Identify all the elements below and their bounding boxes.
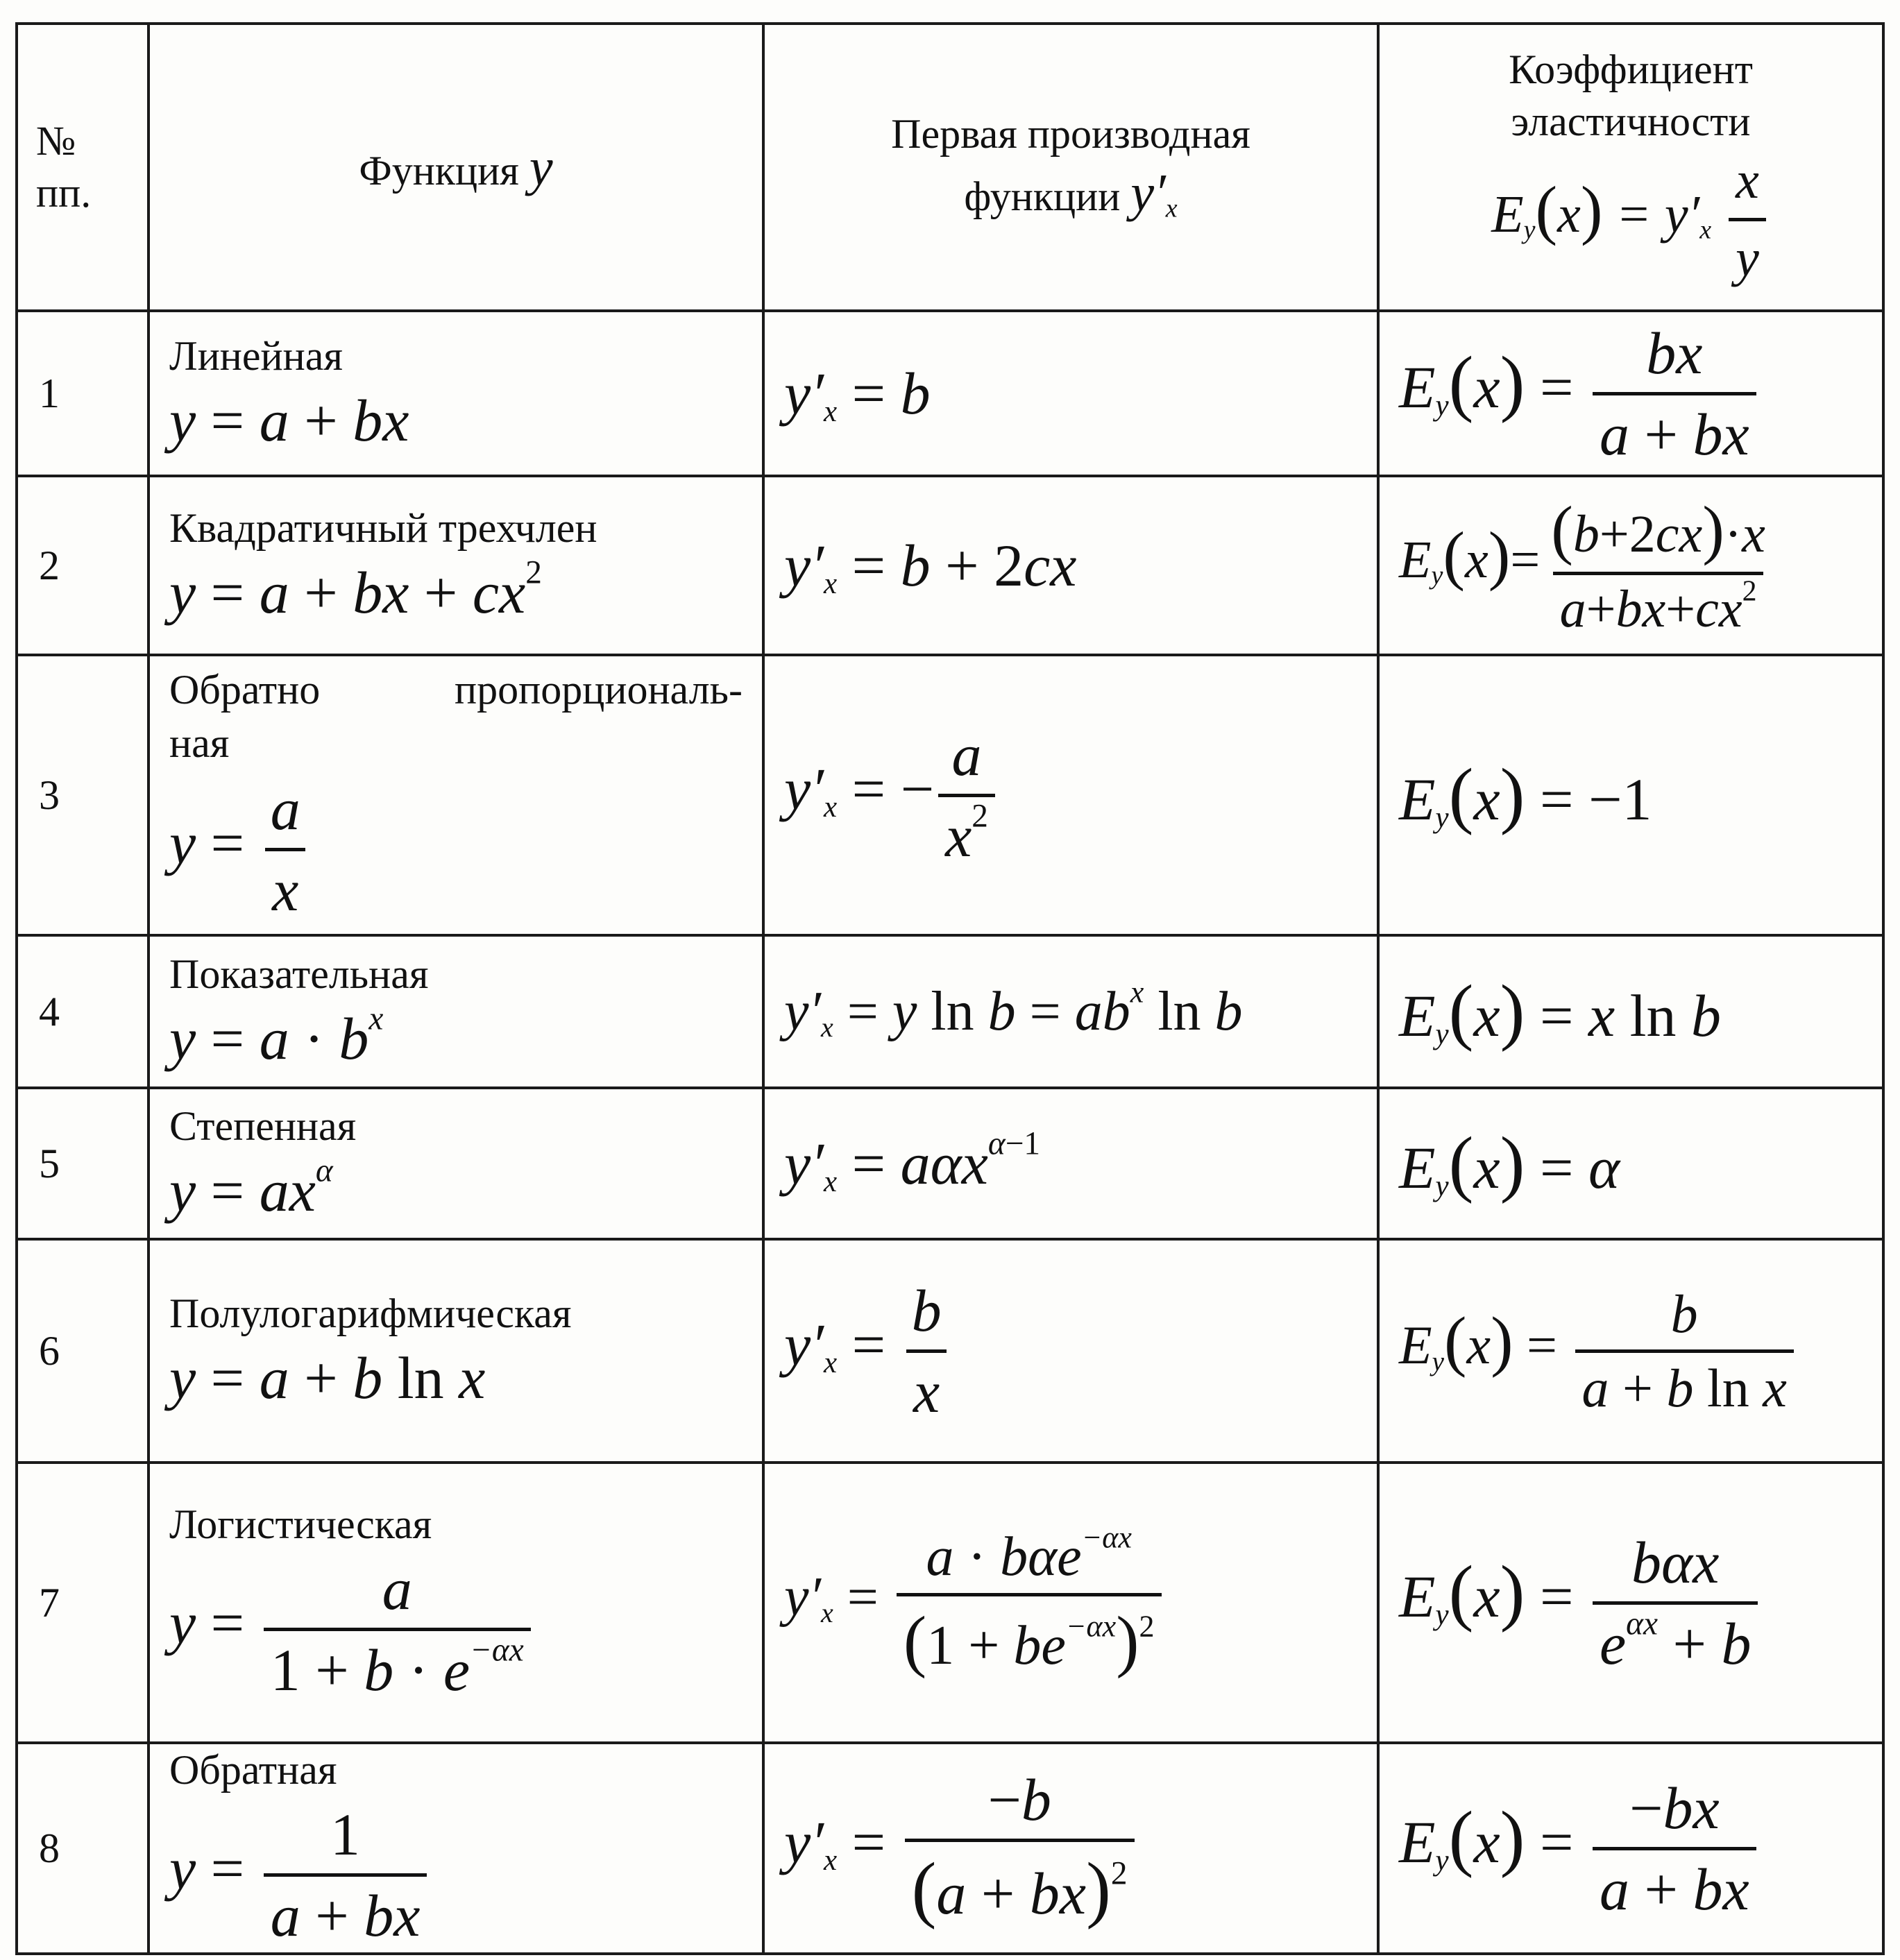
row-num: 8 bbox=[17, 1743, 149, 1954]
elasticity-formula: $E_y(x) = -1$ bbox=[1399, 753, 1652, 836]
elasticity-cell bbox=[1378, 1743, 1883, 1954]
function-cell bbox=[149, 476, 763, 655]
derivative-formula: $y'_x = y$ $\ln b = ab^x$ ln b bbox=[784, 974, 1243, 1043]
function-formula: y = a + bx bbox=[169, 386, 409, 454]
row-num: 2 bbox=[17, 476, 149, 655]
row-num: 6 bbox=[17, 1239, 149, 1463]
elasticity-formula: $E_y(x) = \alpha$ bbox=[1399, 1122, 1620, 1204]
function-formula: y = $\frac{a}{x}$ bbox=[169, 810, 312, 876]
function-cell bbox=[149, 1088, 763, 1239]
derivative-formula: $y'_x$ = $\frac{a \cdot b\alpha e^{-\alpha x}}{(1 + be^{-\alpha x})^2}$ bbox=[784, 1567, 1166, 1628]
header-function-label: Функция bbox=[359, 147, 519, 194]
derivative-formula: $y'_x$ = $\frac{b}{x}$ bbox=[784, 1311, 953, 1378]
table-row bbox=[17, 1743, 1883, 1954]
elasticity-cell bbox=[1378, 1463, 1883, 1743]
elasticity-cell bbox=[1378, 1239, 1883, 1463]
function-formula: $y = ax^\alpha$ bbox=[169, 1152, 333, 1224]
derivative-cell bbox=[763, 1088, 1378, 1239]
row-num: 5 bbox=[17, 1088, 149, 1239]
function-name: Линейная bbox=[169, 332, 343, 379]
function-cell bbox=[149, 311, 763, 476]
row-num: 7 bbox=[17, 1463, 149, 1743]
elasticity-cell bbox=[1378, 1088, 1883, 1239]
row-num: 1 bbox=[17, 311, 149, 476]
derivative-cell bbox=[763, 1463, 1378, 1743]
elasticity-cell bbox=[1378, 476, 1883, 655]
table-row bbox=[17, 311, 1883, 476]
header-elasticity-line1: Коэффициент bbox=[1509, 46, 1753, 92]
header-function-var: y bbox=[529, 137, 553, 196]
header-derivative-line2: функции $y'_x$ bbox=[964, 164, 1178, 223]
elasticity-formula: $E_y(x)=$ $\frac{(b+2cx)\cdot x}{a+bx+cx^2}$ bbox=[1399, 493, 1765, 638]
table-row bbox=[17, 1239, 1883, 1463]
table-header-row bbox=[17, 24, 1883, 311]
derivative-cell bbox=[763, 1239, 1378, 1463]
table-row bbox=[17, 655, 1883, 935]
elasticity-formula: $E_y(x)$ = $\frac{b}{\text{a + b ln x}}$ bbox=[1399, 1315, 1798, 1375]
elasticity-formula: $E_y(x)$ = $\frac{\text{bαx}}{e^{\alpha x} + b}$ bbox=[1399, 1563, 1762, 1630]
header-function bbox=[149, 24, 763, 311]
function-name: Обратная bbox=[169, 1747, 337, 1793]
derivative-cell bbox=[763, 655, 1378, 935]
derivative-formula: $y'_x$ = − $\frac{a}{x^2}$ bbox=[784, 756, 999, 822]
function-name: Логистическая bbox=[169, 1501, 432, 1547]
function-name: Показательная bbox=[169, 951, 429, 997]
function-formula: y = $\frac{a}{1 + b \cdot e^{-\alpha x}}$ bbox=[169, 1590, 535, 1656]
function-formula: y = $\frac{1}{a + bx}$ bbox=[169, 1835, 431, 1902]
header-elasticity bbox=[1378, 24, 1883, 311]
function-name: Полулогарифмическая bbox=[169, 1290, 572, 1336]
elasticity-cell bbox=[1378, 311, 1883, 476]
table-row bbox=[17, 476, 1883, 655]
function-name: Степенная bbox=[169, 1102, 357, 1149]
header-elasticity-line2: эластичности bbox=[1511, 98, 1751, 144]
function-name-continued: ная bbox=[169, 719, 230, 766]
elasticity-cell bbox=[1378, 935, 1883, 1088]
header-derivative bbox=[763, 24, 1378, 311]
function-name: Квадратичный трехчлен bbox=[169, 504, 597, 551]
function-cell bbox=[149, 1239, 763, 1463]
derivative-cell bbox=[763, 1743, 1378, 1954]
header-derivative-label: Первая производная bbox=[891, 111, 1250, 157]
header-num bbox=[17, 24, 149, 311]
derivative-cell bbox=[763, 935, 1378, 1088]
derivative-formula: $y'_x = b + 2cx$ bbox=[784, 532, 1077, 600]
function-name: Обратно пропорциональ- bbox=[169, 666, 743, 713]
elasticity-formula: $E_y(x)$ = $\frac{bx}{a + bx}$ bbox=[1399, 354, 1761, 420]
header-derivative-var: $y'_x$ bbox=[1130, 164, 1178, 223]
function-formula: y = a + b ln x bbox=[169, 1344, 486, 1411]
derivative-formula: $y'_x = b$ bbox=[784, 360, 931, 428]
function-cell bbox=[149, 1743, 763, 1954]
elasticity-formula: $E_y(x)$ = $\frac{-bx}{a + bx}$ bbox=[1399, 1809, 1761, 1875]
row-num: 4 bbox=[17, 935, 149, 1088]
row-num: 3 bbox=[17, 655, 149, 935]
header-num-label: № пп. bbox=[36, 118, 92, 216]
elasticity-cell bbox=[1378, 655, 1883, 935]
table-row bbox=[17, 1088, 1883, 1239]
derivative-cell bbox=[763, 476, 1378, 655]
function-cell bbox=[149, 1463, 763, 1743]
derivative-formula: $y'_x = a\alpha x^{\alpha-1}$ bbox=[784, 1125, 1041, 1198]
table-row bbox=[17, 1463, 1883, 1743]
elasticity-table bbox=[15, 22, 1885, 1955]
function-formula: $y = a \cdot b^x$ bbox=[169, 1000, 384, 1072]
derivative-formula: $y'_x$ = $\frac{-b}{(a + bx)^2}$ bbox=[784, 1809, 1139, 1875]
function-formula: y = a + bx + $cx^2$ bbox=[169, 554, 542, 626]
elasticity-formula: $E_y(x) = x$ ln b bbox=[1399, 970, 1722, 1053]
function-cell bbox=[149, 655, 763, 935]
function-cell bbox=[149, 935, 763, 1088]
derivative-cell bbox=[763, 311, 1378, 476]
header-elasticity-formula: $E_y(x) = y'_x$ $\frac{x}{y}$ bbox=[1399, 148, 1863, 291]
table-row bbox=[17, 935, 1883, 1088]
